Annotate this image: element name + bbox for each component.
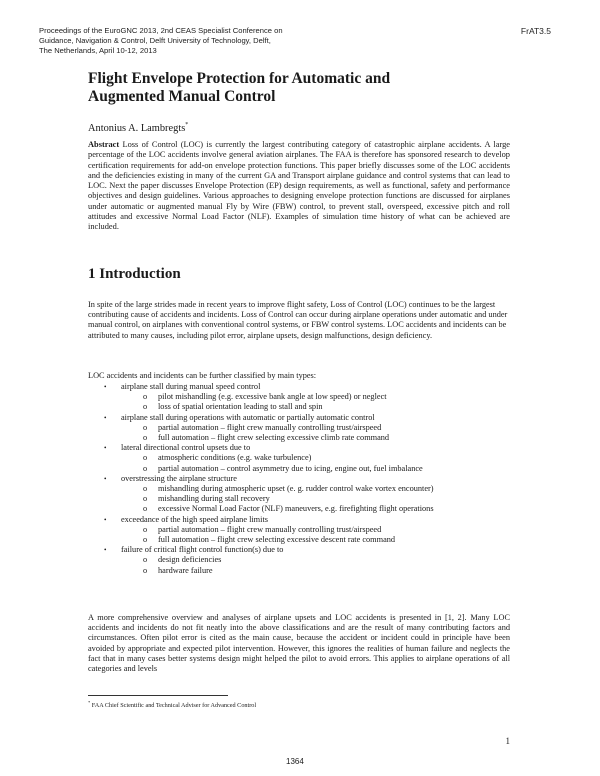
- sub-list-item: [88, 504, 510, 514]
- sub-list-item: [88, 423, 510, 433]
- page-number: 1: [505, 736, 510, 746]
- footnote-divider: [88, 695, 228, 696]
- paper-code: FrAT3.5: [520, 26, 551, 36]
- sub-list-item-text: pilot mishandling (e.g. excessive bank angle at low speed) or neglect: [158, 392, 387, 402]
- intro-paragraph: In spite of the large strides made in recent years to improve flight safety, Loss of Control (LOC) continues to be the largest contributing cause of accidents and incidents. Loss of Control can occur during airplane operations under automatic and under manual control, on airplanes with conventional control systems, or FBW control systems. LOC accidents and incidents can be attributed to many causes, including pilot error, airplane upsets, design malfunctions, design deficiency.: [88, 300, 508, 340]
- circle-bullet-icon: o: [143, 433, 148, 443]
- sub-list-item-text: partial automation – flight crew manually controlling trust/airspeed: [158, 524, 382, 534]
- circle-bullet-icon: o: [143, 402, 148, 412]
- list-item: [88, 545, 510, 555]
- circle-bullet-icon: o: [143, 555, 148, 565]
- footnote: [88, 700, 256, 709]
- list-item-text: airplane stall during manual speed control: [121, 382, 261, 391]
- footnote-text: FAA Chief Scientific and Technical Adviser for Advanced Control: [91, 702, 257, 709]
- sub-list-item-text: full automation – flight crew selecting excessive descent rate command: [158, 535, 396, 545]
- list-item: [88, 382, 510, 392]
- loc-types-list: [88, 382, 510, 576]
- sub-list-item-text: partial automation – control asymmetry due to icing, engine out, fuel imbalance: [158, 463, 423, 473]
- section-heading: 1 Introduction: [88, 266, 181, 282]
- list-item-text: failure of critical flight control function(s) due to: [121, 545, 284, 555]
- sub-list-item: [88, 494, 510, 504]
- sub-list-item: [88, 555, 510, 565]
- abstract: [88, 140, 510, 232]
- title-line: Augmented Manual Control: [88, 88, 276, 105]
- circle-bullet-icon: o: [143, 392, 148, 402]
- abstract-text: Loss of Control (LOC) is currently the largest contributing category of catastrophic airplane accidents. A large percentage of the LOC accidents involve general aviation airplanes. The FAA is therefore has sponsored research to develop certification requirements for add-on envelope protection functions. This paper briefly discusses some of the LOC accidents and the deficiencies existing in many of the current GA and Transport airplane guidance and control systems that can lead to LOC. Next the paper discusses Envelope Protection (EP) design requirements, as well as functional, safety and performance objectives and design guidelines. Various approaches to designing envelope protection functions are discussed for airplanes under automatic or augmented manual Fly by Wire (FBW) control, to prevent stall, overspeed, excessive pitch and roll attitudes and excessive Normal Load Factor (NLF). Examples of simulation time history of what can be achieved are included.: [88, 140, 510, 231]
- list-item: [88, 515, 510, 525]
- sub-list-item: [88, 392, 510, 402]
- bullet-icon: •: [104, 413, 107, 422]
- list-item-text: lateral directional control upsets due to: [121, 443, 251, 453]
- bullet-icon: •: [104, 383, 107, 391]
- circle-bullet-icon: o: [143, 524, 148, 534]
- bullet-icon: •: [104, 546, 107, 555]
- sub-list-item: [88, 566, 510, 576]
- circle-bullet-icon: o: [143, 453, 148, 463]
- circle-bullet-icon: o: [143, 494, 148, 504]
- proceedings-line: Proceedings of the EuroGNC 2013, 2nd CEAS Specialist Conference on: [39, 26, 283, 35]
- sub-list-item: [88, 402, 510, 412]
- list-item-text: airplane stall during operations with automatic or partially automatic control: [121, 412, 375, 422]
- list-item: [88, 443, 510, 453]
- author-footnote-mark: *: [185, 122, 189, 128]
- sub-list-item: [88, 484, 510, 494]
- sub-list-item-text: mishandling during atmospheric upset (e. g. rudder control wake vortex encounter): [158, 484, 434, 494]
- sub-list-item: [88, 525, 510, 535]
- abstract-label: Abstract: [88, 140, 120, 149]
- circle-bullet-icon: o: [143, 504, 148, 514]
- author-name: Antonius A. Lambregts: [88, 123, 186, 134]
- sub-list-item: [88, 453, 510, 463]
- sub-list-item-text: mishandling during stall recovery: [158, 494, 270, 504]
- sub-list-item-text: full automation – flight crew selecting excessive climb rate command: [158, 433, 390, 443]
- proceedings-line: Guidance, Navigation & Control, Delft University of Technology, Delft,: [39, 36, 271, 45]
- proceedings-header: [39, 26, 369, 56]
- sub-list-item-text: design deficiencies: [158, 555, 222, 565]
- circle-bullet-icon: o: [143, 484, 148, 494]
- sub-list-item: [88, 433, 510, 443]
- sub-list-item: [88, 464, 510, 474]
- list-item-text: overstressing the airplane structure: [121, 473, 237, 483]
- list-item: [88, 413, 510, 423]
- footnote-mark: *: [88, 700, 91, 705]
- sub-list-item-text: atmospheric conditions (e.g. wake turbulence): [158, 453, 312, 463]
- loc-types-intro: LOC accidents and incidents can be further classified by main types:: [88, 371, 317, 380]
- bullet-icon: •: [104, 474, 107, 483]
- circle-bullet-icon: o: [143, 565, 148, 575]
- sub-list-item-text: loss of spatial orientation leading to stall and spin: [158, 402, 323, 412]
- circle-bullet-icon: o: [143, 422, 148, 432]
- proceedings-page-number: 1364: [286, 757, 304, 766]
- paper-title: [88, 70, 508, 106]
- circle-bullet-icon: o: [143, 535, 148, 545]
- proceedings-line: The Netherlands, April 10-12, 2013: [39, 46, 157, 55]
- sub-list-item-text: partial automation – flight crew manually controlling trust/airspeed: [158, 422, 382, 432]
- sub-list-item-text: hardware failure: [158, 565, 213, 575]
- circle-bullet-icon: o: [143, 463, 148, 473]
- bullet-icon: •: [104, 515, 107, 524]
- bullet-icon: •: [104, 444, 107, 453]
- sub-list-item-text: excessive Normal Load Factor (NLF) maneuvers, e.g. firefighting flight operations: [158, 504, 434, 514]
- author: [88, 122, 188, 134]
- list-item: [88, 474, 510, 484]
- sub-list-item: [88, 535, 510, 545]
- overview-paragraph: A more comprehensive overview and analyses of airplane upsets and LOC accidents is presented in [1, 2]. Many LOC accidents and incidents do not fit neatly into the above classifications and are the result of many contributing factors and circumstances. Often pilot error is cited as the main cause, because the accident or incident could in principle have been avoided by appropriate and expected pilot intervention. However, this ignores the realities of human failure and neglects the fact that in many cases better systems design might helped the pilot to avoid errors. This applies to airplane operations of all categories and levels: [88, 613, 510, 674]
- list-item-text: exceedance of the high speed airplane limits: [121, 514, 268, 524]
- title-line: Flight Envelope Protection for Automatic and: [88, 70, 391, 87]
